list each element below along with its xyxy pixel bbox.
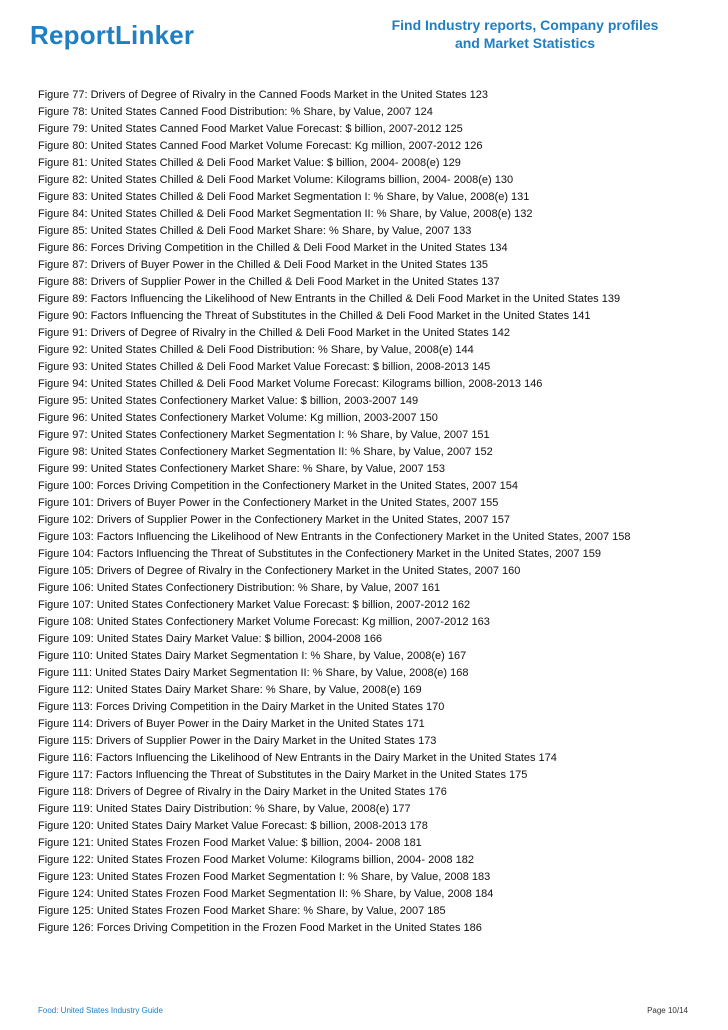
- figure-list-item: Figure 88: Drivers of Supplier Power in the Chilled & Deli Food Market in the United States 137: [38, 276, 500, 288]
- figure-list-item: Figure 81: United States Chilled & Deli Food Market Value: $ billion, 2004- 2008(e) 129: [38, 157, 461, 169]
- page-header: [0, 0, 728, 70]
- figure-list-item: Figure 82: United States Chilled & Deli Food Market Volume: Kilograms billion, 2004- 2008(e) 130: [38, 174, 514, 186]
- figure-list-item: Figure 84: United States Chilled & Deli Food Market Segmentation II: % Share, by Value, 2008(e) 132: [38, 208, 533, 220]
- footer-page-number: Page 10/14: [647, 1006, 688, 1015]
- figure-list-item: Figure 89: Factors Influencing the Likelihood of New Entrants in the Chilled & Deli Food Market in the United States 139: [38, 293, 621, 305]
- header-tagline: [390, 16, 660, 52]
- figure-list-item: Figure 119: United States Dairy Distribution: % Share, by Value, 2008(e) 177: [38, 803, 411, 815]
- figure-list: [38, 87, 708, 937]
- figure-list-item: Figure 100: Forces Driving Competition in the Confectionery Market in the United States, 2007 154: [38, 480, 518, 492]
- figure-list-item: Figure 99: United States Confectionery Market Share: % Share, by Value, 2007 153: [38, 463, 446, 475]
- figure-list-item: Figure 123: United States Frozen Food Market Segmentation I: % Share, by Value, 2008 183: [38, 871, 491, 883]
- figure-list-item: Figure 116: Factors Influencing the Likelihood of New Entrants in the Dairy Market in the United States 174: [38, 752, 557, 764]
- figure-list-item: Figure 102: Drivers of Supplier Power in the Confectionery Market in the United States, 2007 157: [38, 514, 511, 526]
- tagline-line-2: and Market Statistics: [454, 35, 596, 51]
- figure-list-item: Figure 110: United States Dairy Market Segmentation I: % Share, by Value, 2008(e) 167: [38, 650, 467, 662]
- figure-list-item: Figure 93: United States Chilled & Deli Food Market Value Forecast: $ billion, 2008-2013 145: [38, 361, 491, 373]
- figure-list-item: Figure 121: United States Frozen Food Market Value: $ billion, 2004- 2008 181: [38, 837, 422, 849]
- figure-list-item: Figure 126: Forces Driving Competition in the Frozen Food Market in the United States 186: [38, 922, 482, 934]
- figure-list-item: Figure 104: Factors Influencing the Threat of Substitutes in the Confectionery Market in the United States, 2007 159: [38, 548, 601, 560]
- tagline-line-1: Find Industry reports, Company profiles: [391, 17, 659, 33]
- figure-list-item: Figure 85: United States Chilled & Deli Food Market Share: % Share, by Value, 2007 133: [38, 225, 472, 237]
- figure-list-item: Figure 94: United States Chilled & Deli Food Market Volume Forecast: Kilograms billion, 2008-2013 146: [38, 378, 543, 390]
- page-footer: [38, 1006, 688, 1020]
- reportlinker-logo[interactable]: ReportLinker: [30, 20, 195, 50]
- figure-list-item: Figure 97: United States Confectionery Market Segmentation I: % Share, by Value, 2007 151: [38, 429, 490, 441]
- figure-list-item: Figure 105: Drivers of Degree of Rivalry in the Confectionery Market in the United States, 2007 160: [38, 565, 521, 577]
- figure-list-item: Figure 120: United States Dairy Market Value Forecast: $ billion, 2008-2013 178: [38, 820, 428, 832]
- figure-list-item: Figure 91: Drivers of Degree of Rivalry in the Chilled & Deli Food Market in the United States 142: [38, 327, 510, 339]
- figure-list-item: Figure 92: United States Chilled & Deli Food Distribution: % Share, by Value, 2008(e) 144: [38, 344, 474, 356]
- figure-list-item: Figure 96: United States Confectionery Market Volume: Kg million, 2003-2007 150: [38, 412, 438, 424]
- figure-list-item: Figure 125: United States Frozen Food Market Share: % Share, by Value, 2007 185: [38, 905, 446, 917]
- figure-list-item: Figure 79: United States Canned Food Market Value Forecast: $ billion, 2007-2012 125: [38, 123, 463, 135]
- figure-list-item: Figure 122: United States Frozen Food Market Volume: Kilograms billion, 2004- 2008 182: [38, 854, 474, 866]
- figure-list-item: Figure 86: Forces Driving Competition in the Chilled & Deli Food Market in the United States 134: [38, 242, 508, 254]
- figure-list-item: Figure 124: United States Frozen Food Market Segmentation II: % Share, by Value, 2008 184: [38, 888, 494, 900]
- figure-list-item: Figure 98: United States Confectionery Market Segmentation II: % Share, by Value, 2007 152: [38, 446, 493, 458]
- figure-list-item: Figure 103: Factors Influencing the Likelihood of New Entrants in the Confectionery Market in the United States, 2007 158: [38, 531, 631, 543]
- figure-list-item: Figure 118: Drivers of Degree of Rivalry in the Dairy Market in the United States 176: [38, 786, 447, 798]
- figure-list-item: Figure 77: Drivers of Degree of Rivalry in the Canned Foods Market in the United States 123: [38, 89, 489, 101]
- figure-list-item: Figure 111: United States Dairy Market Segmentation II: % Share, by Value, 2008(e) 168: [38, 667, 469, 679]
- figure-list-item: Figure 90: Factors Influencing the Threat of Substitutes in the Chilled & Deli Food Market in the United States 141: [38, 310, 591, 322]
- figure-list-item: Figure 83: United States Chilled & Deli Food Market Segmentation I: % Share, by Value, 2008(e) 131: [38, 191, 530, 203]
- figure-list-item: Figure 112: United States Dairy Market Share: % Share, by Value, 2008(e) 169: [38, 684, 422, 696]
- footer-document-title[interactable]: Food: United States Industry Guide: [38, 1006, 163, 1015]
- figure-list-item: Figure 108: United States Confectionery Market Volume Forecast: Kg million, 2007-2012 163: [38, 616, 490, 628]
- figure-list-item: Figure 107: United States Confectionery Market Value Forecast: $ billion, 2007-2012 162: [38, 599, 471, 611]
- figure-list-item: Figure 117: Factors Influencing the Threat of Substitutes in the Dairy Market in the United States 175: [38, 769, 528, 781]
- figure-list-item: Figure 87: Drivers of Buyer Power in the Chilled & Deli Food Market in the United States 135: [38, 259, 488, 271]
- figure-list-item: Figure 113: Forces Driving Competition in the Dairy Market in the United States 170: [38, 701, 445, 713]
- figure-list-item: Figure 95: United States Confectionery Market Value: $ billion, 2003-2007 149: [38, 395, 419, 407]
- figure-list-item: Figure 80: United States Canned Food Market Volume Forecast: Kg million, 2007-2012 126: [38, 140, 483, 152]
- figure-list-item: Figure 114: Drivers of Buyer Power in the Dairy Market in the United States 171: [38, 718, 425, 730]
- figure-list-item: Figure 109: United States Dairy Market Value: $ billion, 2004-2008 166: [38, 633, 383, 645]
- figure-list-item: Figure 101: Drivers of Buyer Power in the Confectionery Market in the United States, 2007 155: [38, 497, 499, 509]
- figure-list-item: Figure 78: United States Canned Food Distribution: % Share, by Value, 2007 124: [38, 106, 433, 118]
- figure-list-item: Figure 115: Drivers of Supplier Power in the Dairy Market in the United States 173: [38, 735, 437, 747]
- figure-list-item: Figure 106: United States Confectionery Distribution: % Share, by Value, 2007 161: [38, 582, 441, 594]
